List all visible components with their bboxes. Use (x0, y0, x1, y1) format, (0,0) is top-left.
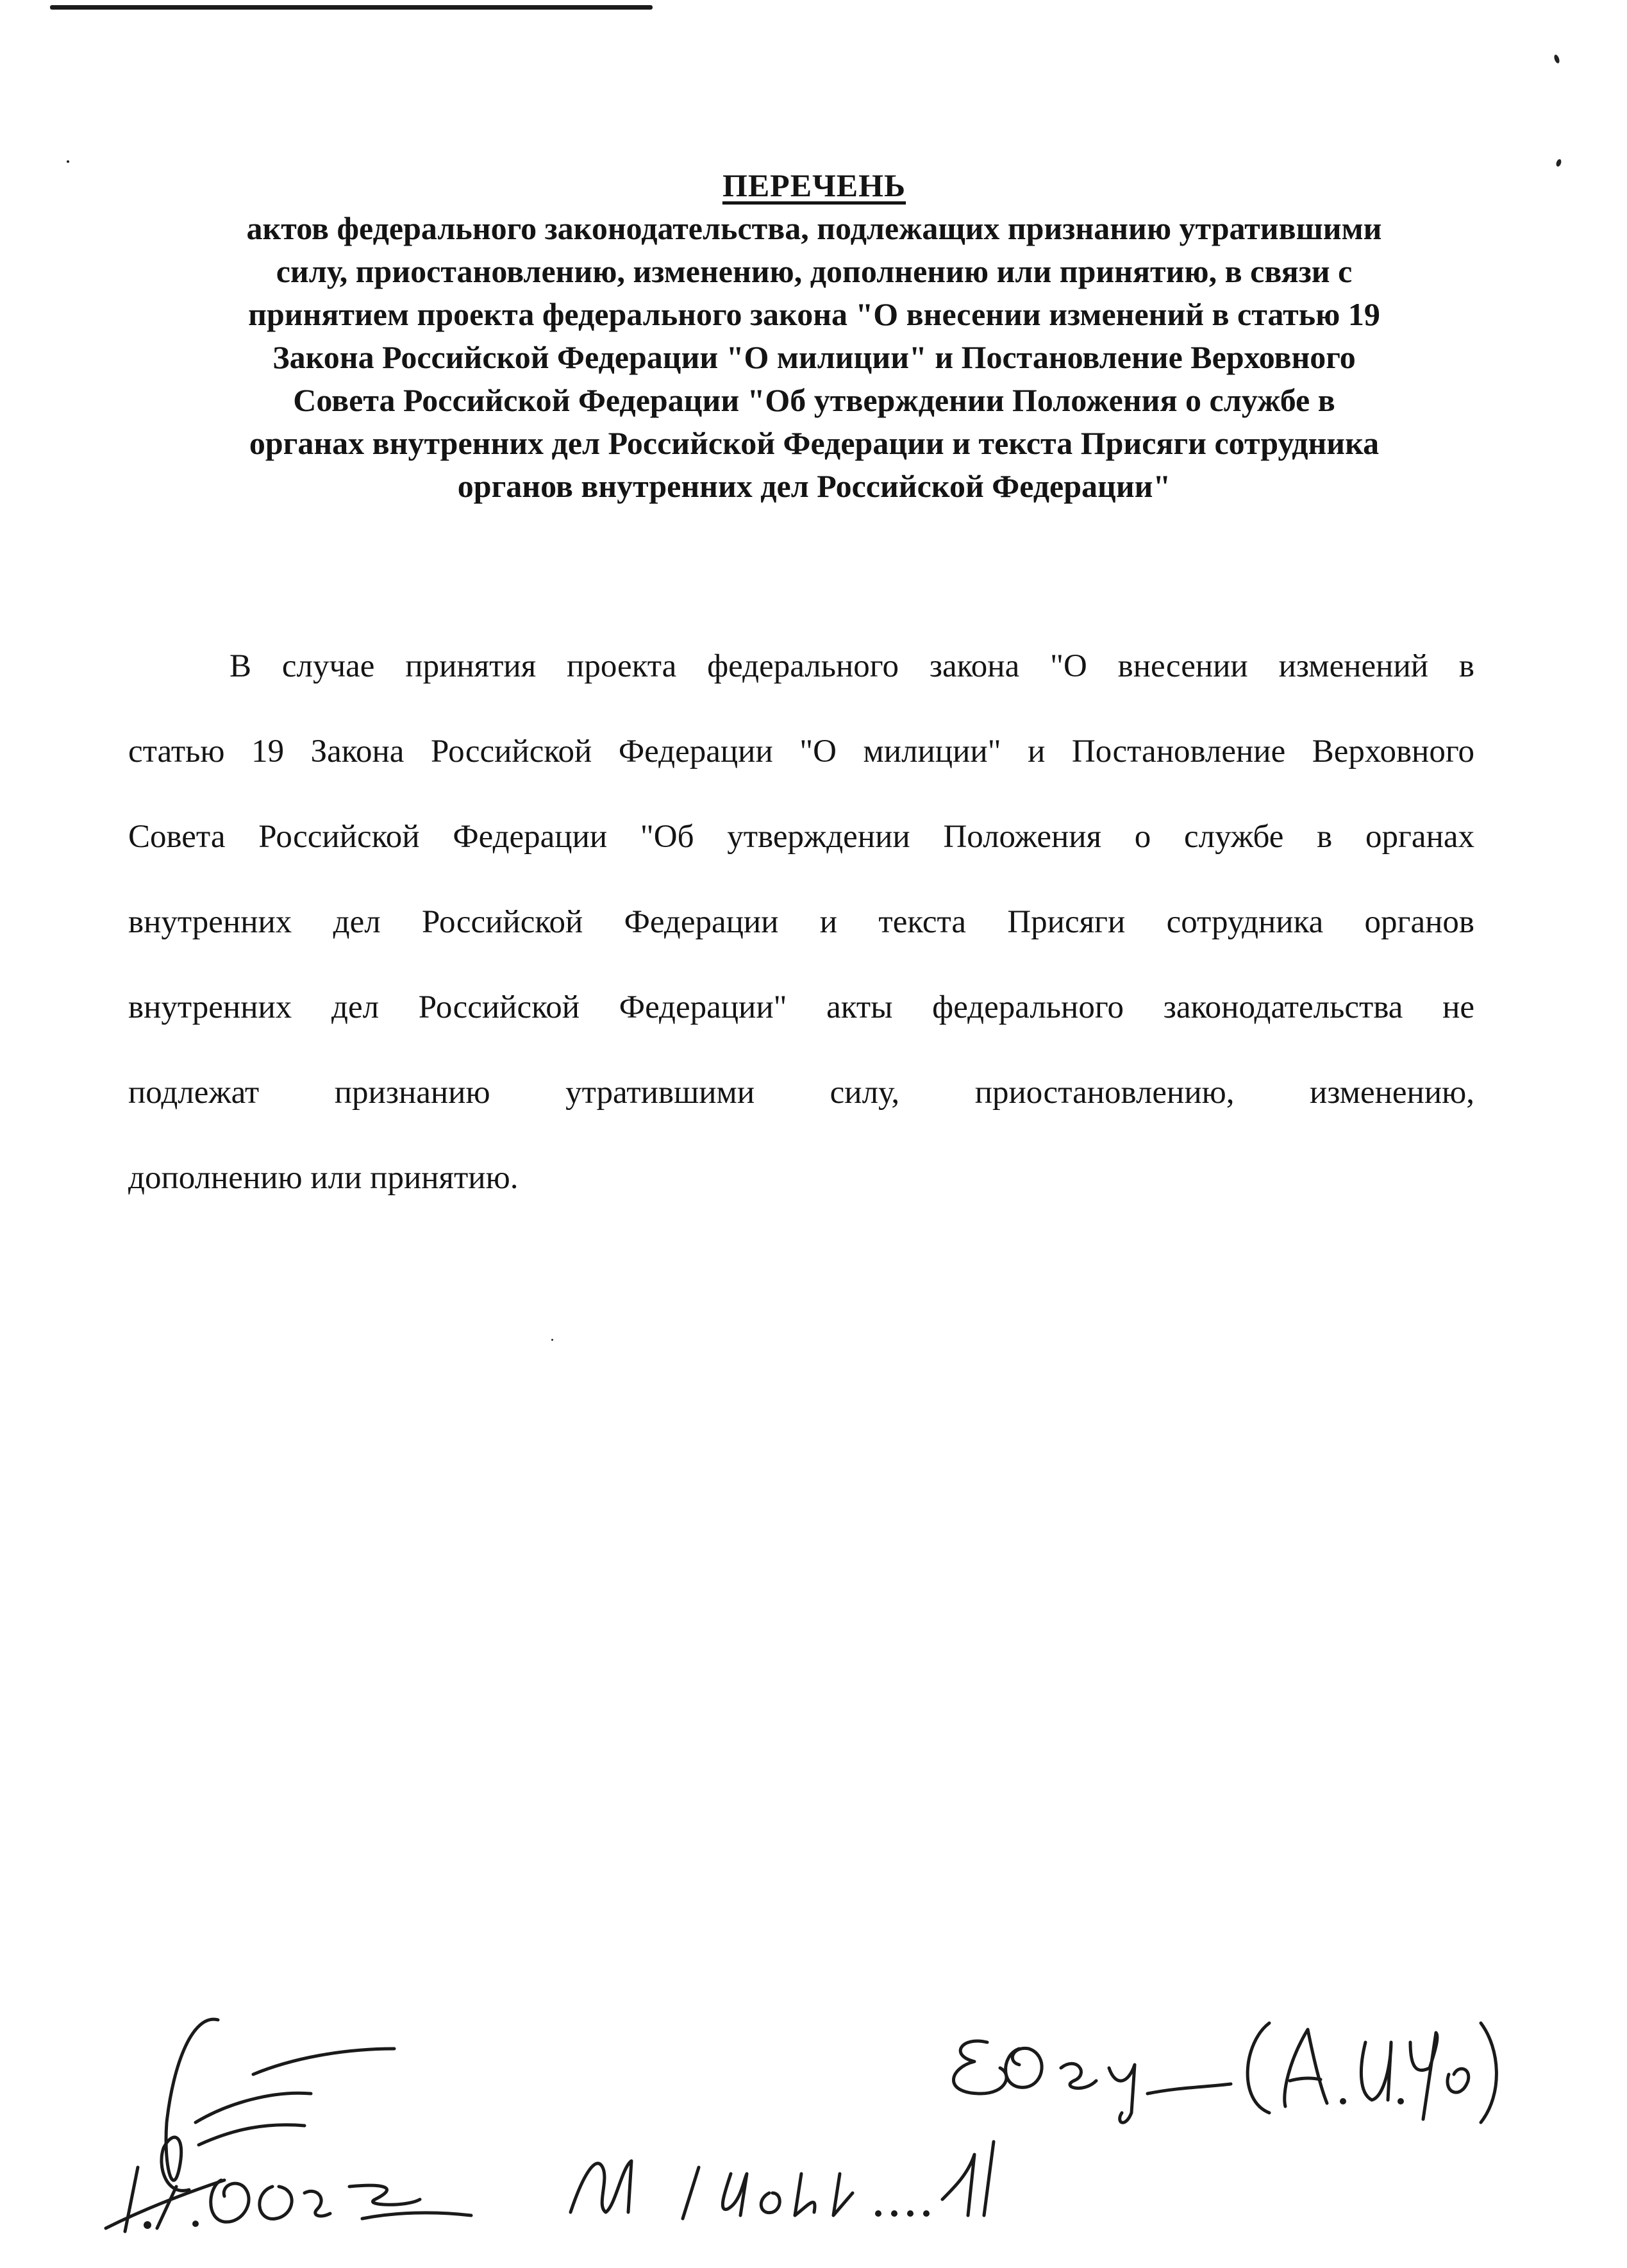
subtitle-line: органов внутренних дел Российской Федерации" (457, 468, 1171, 504)
body-line: В случае принятия проекта федерального закона "О внесении изменений в (229, 648, 1474, 684)
page-title: ПЕРЕЧЕНЬ (722, 167, 906, 203)
subtitle-line: Совета Российской Федерации "Об утверждении Положения о службе в (293, 382, 1335, 418)
body-line: внутренних дел Российской Федерации и текста Присяги сотрудника органов (128, 904, 1474, 940)
body-line: подлежат признанию утратившими силу, приостановлению, изменению, (128, 1075, 1474, 1111)
subtitle-line: органах внутренних дел Российской Федерации и текста Присяги сотрудника (249, 425, 1380, 461)
body-line: статью 19 Закона Российской Федерации "О милиции" и Постановление Верховного (128, 734, 1474, 769)
signature-right (923, 1985, 1532, 2145)
subtitle-line: Закона Российской Федерации "О милиции" и Постановление Верховного (272, 339, 1356, 375)
body-paragraph (128, 644, 1474, 1241)
body-line: внутренних дел Российской Федерации" акты федерального законодательства не (128, 989, 1474, 1025)
scan-speck (1553, 54, 1560, 64)
subtitle-line: силу, приостановлению, изменению, дополнению или принятию, в связи с (276, 253, 1353, 289)
subtitle-line: принятием проекта федерального закона "О внесении изменений в статью 19 (248, 296, 1380, 332)
scan-edge-line (50, 5, 653, 10)
scan-speck (67, 160, 69, 163)
scan-speck (1555, 158, 1562, 167)
signature-left (61, 1975, 503, 2244)
scan-speck (551, 1339, 553, 1341)
body-line: дополнению или принятию. (128, 1160, 519, 1196)
subtitle-line: актов федерального законодательства, подлежащих признанию утратившими (246, 210, 1382, 246)
document-heading (122, 164, 1506, 508)
body-line: Совета Российской Федерации "Об утверждении Положения о службе в органах (128, 819, 1474, 855)
